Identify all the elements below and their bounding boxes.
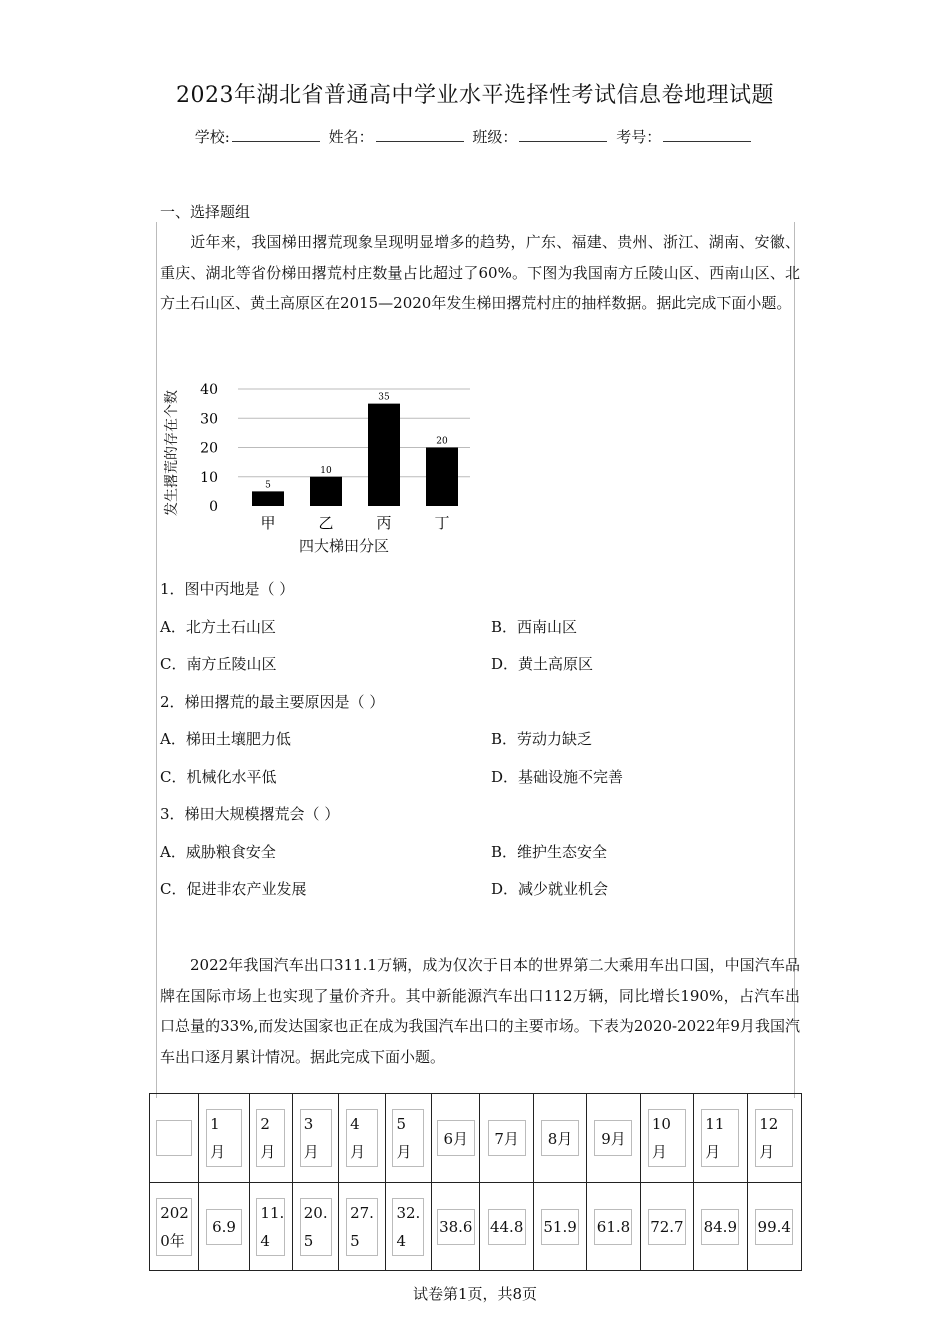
header-text: 月 <box>651 1143 667 1161</box>
value-text: 5 <box>350 1231 360 1250</box>
answer-option[interactable]: C．促进非农产业发展 <box>160 880 307 898</box>
value-text: 38.6 <box>439 1217 473 1236</box>
value-text: 27. <box>350 1203 374 1222</box>
header-box <box>648 1109 686 1167</box>
table-cell <box>385 1183 431 1271</box>
answer-option[interactable]: C．机械化水平低 <box>160 767 277 786</box>
table-header-cell <box>432 1094 480 1183</box>
table-cell <box>694 1183 747 1271</box>
header-box <box>300 1109 332 1167</box>
bar <box>252 491 284 506</box>
school-label: 学校: <box>194 128 230 146</box>
value-text: 4 <box>260 1231 270 1250</box>
header-text: 2 <box>260 1115 270 1133</box>
value-box <box>300 1198 332 1256</box>
header-text: 月 <box>303 1143 319 1161</box>
bar-value-label: 20 <box>436 436 448 447</box>
student-info-line <box>0 126 950 147</box>
value-text: 44.8 <box>489 1217 524 1236</box>
table-header-cell <box>339 1094 385 1183</box>
x-tick-label: 丙 <box>376 514 392 532</box>
table-cell <box>432 1183 480 1271</box>
value-box <box>437 1209 475 1245</box>
bar-value-label: 10 <box>320 465 332 476</box>
number-label: 考号： <box>616 128 662 146</box>
row-label-line-1: 202 <box>160 1203 189 1222</box>
page-title: 2023年湖北省普通高中学业水平选择性考试信息卷地理试题 <box>176 83 774 108</box>
table-header-cell <box>533 1094 586 1183</box>
header-text: 10 <box>651 1115 671 1133</box>
answer-option[interactable]: B．西南山区 <box>491 617 578 636</box>
y-tick-label: 40 <box>200 382 218 398</box>
table-cell <box>587 1183 640 1271</box>
section-heading: 一、选择题组 <box>160 203 251 221</box>
header-box <box>541 1120 579 1156</box>
y-tick-label: 10 <box>200 469 218 486</box>
table-cell <box>480 1183 533 1271</box>
table-corner-cell <box>150 1094 199 1183</box>
value-box <box>256 1198 285 1256</box>
header-text: 8月 <box>547 1129 573 1148</box>
table-header-cell <box>385 1094 431 1183</box>
header-text: 9月 <box>601 1129 626 1148</box>
x-axis-label: 四大梯田分区 <box>298 537 390 555</box>
bar-value-label: 35 <box>378 392 390 403</box>
header-text: 月 <box>396 1143 412 1161</box>
question-stem: 1．图中丙地是（ ） <box>160 580 295 598</box>
answer-option[interactable]: A．北方土石山区 <box>160 617 276 636</box>
value-box <box>392 1198 424 1256</box>
table-header-cell <box>587 1094 640 1183</box>
table-header-row <box>150 1094 802 1183</box>
table-cell <box>640 1183 693 1271</box>
answer-option[interactable]: B．维护生态安全 <box>491 842 608 861</box>
value-box <box>206 1209 242 1245</box>
x-tick-label: 丁 <box>434 514 450 532</box>
header-text: 5 <box>396 1115 406 1133</box>
header-box <box>256 1109 285 1167</box>
row-label-box <box>156 1198 192 1256</box>
table-header-cell <box>293 1094 339 1183</box>
table-cell <box>293 1183 339 1271</box>
bar <box>426 448 458 507</box>
header-text: 月 <box>759 1143 775 1161</box>
answer-option[interactable]: B．劳动力缺乏 <box>491 730 593 748</box>
table-header-cell <box>747 1094 802 1183</box>
value-box <box>488 1209 526 1245</box>
page-footer: 试卷第1页，共8页 <box>412 1285 538 1303</box>
header-box <box>594 1120 632 1156</box>
value-text: 84.9 <box>703 1217 737 1236</box>
question-stem: 2．梯田撂荒的最主要原因是（ ） <box>160 692 385 711</box>
name-blank <box>376 127 464 142</box>
header-box <box>392 1109 424 1167</box>
value-box <box>346 1198 378 1256</box>
x-tick-label: 乙 <box>318 514 334 532</box>
y-tick-label: 30 <box>200 411 218 428</box>
table-cell <box>339 1183 385 1271</box>
header-text: 3 <box>303 1115 314 1133</box>
header-box <box>346 1109 378 1167</box>
value-text: 72.7 <box>650 1217 684 1236</box>
data-labels <box>265 393 448 491</box>
header-box <box>206 1109 242 1167</box>
number-blank <box>663 127 751 142</box>
question-stem: 3．梯田大规模撂荒会（ ） <box>160 805 340 823</box>
answer-option[interactable]: A．梯田土壤肥力低 <box>160 730 291 748</box>
class-blank <box>519 127 607 142</box>
table-cell <box>199 1183 249 1271</box>
value-box <box>594 1209 632 1245</box>
header-box <box>437 1120 475 1156</box>
value-text: 11. <box>260 1203 285 1222</box>
header-text: 7月 <box>494 1129 519 1148</box>
header-box <box>701 1109 739 1167</box>
passage-2 <box>160 950 800 1073</box>
passage-1-text: 近年来，我国梯田撂荒现象呈现明显增多的趋势，广东、福建、贵州、浙江、湖南、安徽、重庆、湖北等省份梯田撂荒村庄数量占比超过了60%。下图为我国南方丘陵山区、西南山区、北方土石山区、黄土高原区在2015—2020年发生梯田撂荒村庄的抽样数据。据此完成下面小题。 <box>160 233 800 313</box>
header-text: 11 <box>705 1115 725 1133</box>
value-text: 6.9 <box>212 1217 236 1236</box>
value-box <box>541 1209 579 1245</box>
header-text: 4 <box>350 1115 360 1133</box>
value-box <box>755 1209 793 1245</box>
class-label: 班级： <box>472 128 518 146</box>
empty-cell-box <box>156 1120 192 1156</box>
passage-2-text: 2022年我国汽车出口311.1万辆，成为仅次于日本的世界第二大乘用车出口国，中国汽车品牌在国际市场上也实现了量价齐升。其中新能源汽车出口112万辆，同比增长190%，占汽车出口总量的33%,而发达国家也正在成为我国汽车出口的主要市场。下表为2020-2022年9月我国汽车出口逐月累计情况。据此完成下面小题。 <box>160 956 800 1067</box>
passage-1 <box>160 227 800 319</box>
table-header-cell <box>199 1094 249 1183</box>
value-text: 99.4 <box>757 1217 791 1236</box>
table-header-cell <box>694 1094 747 1183</box>
value-text: 51.9 <box>543 1217 577 1236</box>
value-text: 5 <box>303 1231 314 1250</box>
answer-option[interactable]: D．减少就业机会 <box>491 880 609 898</box>
export-table <box>149 1093 802 1271</box>
header-text: 月 <box>210 1143 226 1161</box>
header-text: 1 <box>210 1115 220 1133</box>
bar-value-label: 5 <box>265 480 271 491</box>
answer-option[interactable]: D．黄土高原区 <box>491 655 594 673</box>
table-cell <box>533 1183 586 1271</box>
table-header-cell <box>640 1094 693 1183</box>
x-tick-label: 甲 <box>260 514 276 532</box>
header-text: 月 <box>260 1143 276 1161</box>
value-box <box>648 1209 686 1245</box>
value-text: 20. <box>303 1203 328 1222</box>
header-text: 12 <box>759 1115 779 1133</box>
row-label-line-2: 0年 <box>160 1231 185 1250</box>
table-header-cell <box>480 1094 533 1183</box>
chart-bars <box>252 404 458 506</box>
table-cell <box>747 1183 802 1271</box>
value-text: 61.8 <box>596 1217 631 1236</box>
table-header-cell <box>249 1094 292 1183</box>
value-text: 4 <box>396 1231 406 1250</box>
header-box <box>755 1109 793 1167</box>
y-axis-ticks <box>200 382 218 515</box>
terrace-bar-chart <box>158 378 478 563</box>
row-label-cell <box>150 1183 199 1271</box>
x-axis-ticks <box>260 514 449 532</box>
table-row <box>150 1183 802 1271</box>
school-blank <box>232 127 320 142</box>
header-text: 月 <box>705 1143 721 1161</box>
bar <box>310 477 342 506</box>
name-label: 姓名： <box>328 128 374 146</box>
header-box <box>488 1120 526 1156</box>
y-axis-label: 发生撂荒的存在个数 <box>164 390 180 516</box>
header-text: 月 <box>350 1143 366 1161</box>
table-cell <box>249 1183 292 1271</box>
y-tick-label: 20 <box>200 440 218 457</box>
y-tick-label: 0 <box>209 499 218 515</box>
answer-option[interactable]: A．威胁粮食安全 <box>160 842 276 861</box>
value-box <box>701 1209 739 1245</box>
answer-option[interactable]: D．基础设施不完善 <box>491 767 624 786</box>
bar <box>368 404 400 506</box>
answer-option[interactable]: C．南方丘陵山区 <box>160 655 277 673</box>
header-text: 6月 <box>443 1129 469 1148</box>
value-text: 32. <box>396 1203 421 1222</box>
